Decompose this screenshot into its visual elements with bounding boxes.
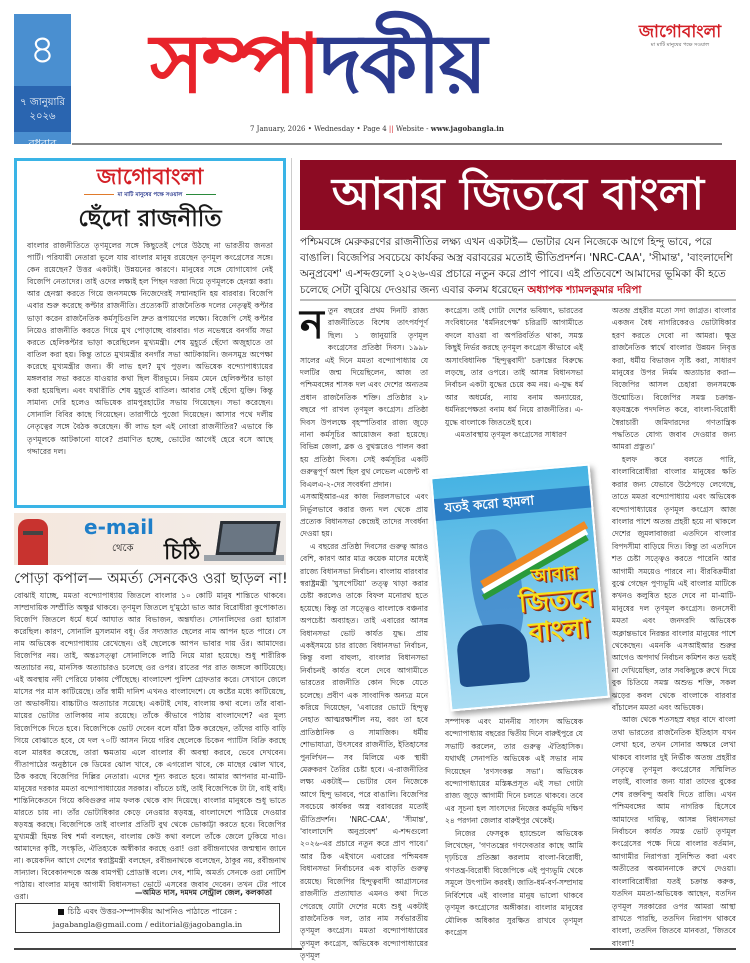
campaign-poster-image [430,463,610,711]
article-column-2-bottom [445,716,583,948]
article-paragraph: নিজের ফেসবুক হ্যান্ডেলে অভিষেক লিখেছেন, 'গণতন্ত্রের গণদেবতার কাছে আমি দৃঢ়চিত্তে প্রতিজ্ঞা করলাম বাংলা-বিরোধী, গণতন্ত্র-বিরোধী বিজেপিকে এই পুণ্যভূমি থেকে সমূলে উৎপাটন করবই। জাতি-ধর্ম-বর্ণ-সম্প্রদায় নির্বিশেষে এই বাংলার মানুষ ভালো থাকবে তৃণমূল কংগ্রেসের অঙ্গীকার। বাংলার মানুষের মৌলিক অধিকার সুরক্ষিত রাখবে তৃণমূল কংগ্রেস [445,828,583,937]
brand-logo-top [630,22,730,50]
tagline-rule-left [84,194,114,195]
article-paragraph: এ বছরের প্রতিষ্ঠা দিবসের গুরুত্ব আরও বেশি, কারণ আর মাত্র কয়েক মাসের মধ্যেই রাজ্যে বিধানসভা নির্বাচন। বাংলায় বারংবার স্বরাষ্ট্রমন্ত্রী 'ঘুসপেটিয়া' তত্ত্ব খাড়া করার চেষ্টা করলেও তাকে বিফল মনোরথ হতে হয়েছে। কিন্তু তা সত্ত্বেও বাংলাকে বঞ্চনার অপচেষ্টা অব্যাহত। তাই এবারের আসন্ন বিধানসভা ভোট কার্যত যুদ্ধ। প্রায় একইসময়ে চার রাজ্যে বিধানসভা নির্বাচন, কিন্তু বলা বাহুল্য, বাংলার বিধানসভা নির্বাচনই কার্যত বলে দেবে আগামীতে ভারতের রাজনীতি কোন দিকে যেতে চলেছে। প্রবীণ এক সাংবাদিক অন্যত্র মনে করিয়ে দিয়েছেন, 'এবারের ভোটে হিন্দুত্ব নেহাত আত্মরক্ষাশীল নয়, বরং তা হবে প্রাতিষ্ঠানিক ও সামাজিক। ধর্মীয় শোভাযাত্রা, উৎসবের রাজনীতি, ইতিহাসের পুনর্লিখন— সব মিলিয়ে এক স্থায়ী মেরুকরণ তৈরির চেষ্টা হবে। এ-রাজনীতির লক্ষ্য একটাই— ভোটার যেন নিজেকে আগে হিন্দু ভাববে, পরে বাঙালি। বিজেপির সবচেয়ে কার্যকর অস্ত্র বরাবরের মতোই ভীতিপ্রদর্শন। 'NRC-CAA', 'সীমান্ত', 'বাংলাদেশি অনুপ্রবেশ' এ-শব্দগুলো ২০২৬-এর প্রচারে নতুন করে প্রাণ পাবে।' আর ঠিক এইখানে এবারের পশ্চিমবঙ্গ বিধানসভা নির্বাচনের এক বাড়তি গুরুত্ব রয়েছে। বিজেপির হিন্দুত্ববাদী আগ্রাসনের রাজনীতি প্রত্যাঘাত এমনও কথা দিতে পেরেছে যোটা দেশের মধ্যে শুধু একটাই রাজনৈতিক দল, তার নাম সর্বভারতীয় তৃণমূল কংগ্রেস। মমতা বন্দ্যোপাধ্যায়ের তৃণমূল কংগ্রেস, অভিষেক বন্দ্যোপাধ্যায়ের তৃণমূল [300,541,429,961]
article-column-3 [612,305,736,948]
main-headline: আবার জিতবে বাংলা [300,160,736,230]
issue-date: ৭ জানুয়ারি ২০২৬ [14,86,71,132]
tagline-text: মা মাটি মানুষের পক্ষে সওয়াল [117,192,183,198]
contact-emails[interactable]: jagabangla@gmail.com / editorial@jagobangla.in [52,920,243,929]
pipe-separator: || [388,125,394,133]
dateline-website-link[interactable]: www.jagobangla.in [430,124,504,133]
article-paragraph: এসআইআর-এর কাজ নিরলসভাবে এবং নির্ভুলভাবে করার জন্য দল থেকে প্রায় প্রত্যেক বিধানসভা কেন্দ্রেই তাদের সংবর্ধনা দেওয়া হয়। [300,492,429,539]
section-title-part1: সম্পা [150,17,319,112]
poster-slogan [508,560,605,650]
short-editorial-body: বাংলার রাজনীতিতে তৃণমূলের সঙ্গে কিছুতেই পেরে উঠছে না ভারতীয় জনতা পার্টি। পরিযায়ী নেতারা ভুলে যায় বাংলার মানুষ রয়েছেন তৃণমূল কংগ্রেসের সঙ্গে। কেন রয়েছেন? উত্তর একটাই। উন্নয়নের কারণে। মানুষের সঙ্গে যোগাযোগ নেই বিজেপি নেতাদের। তাই ওদের লক্ষ্যই হল পিছন দরজা দিয়ে তৃণমূলকে হেনস্তা করা। আর হেনস্তা করতে গিয়ে জনসমক্ষে নিজেদেরই সম্মানহানি হয় বারবার। বিজেপি এবার শুরু করেছে কপ্টার রাজনীতি। প্রত্যেকটি রাজনৈতিক দলের নেতৃত্বই কপ্টার ভাড়া করেন রাজনৈতিক কর্মসূচিগুলি দ্রুত রূপায়ণের লক্ষ্যে। বিজেপি সেই কপ্টার নিয়েও রাজনীতি করতে গিয়ে মুখ পোড়াচ্ছে বারবার। গত নভেম্বরে বনগাঁয় সভা করতে হেলিকপ্টার ভাড়া করেছিলেন মুখ্যমন্ত্রী। শেষ মুহূর্তে ছেঁদো অজুহাতে তা বাতিল করা হয়। কিন্তু তাতে মুখ্যমন্ত্রীর বনগাঁর সভা আটকায়নি। জনসমুদ্র অপেক্ষা করেছে মুখ্যমন্ত্রীর জন্য। কী লাভ হল? মুখ পুড়ল। অভিষেক বন্দ্যোপাধ্যায়ের মঙ্গলবার সভা করতে যাওয়ার কথা ছিল বীরভূমে। নিয়ম মেনে হেলিকপ্টার ভাড়া করা হয়েছিল। এবং যথারীতি শেষ মুহূর্তে বাতিল। আবার সেই ছেঁদো যুক্তি। কিন্তু সামান্য দেরি হলেও অভিষেক রামপুরহাটের সভায় গিয়েছেন। সভা করেছেন। সোনালি বিবির কাছে গিয়েছেন। তারাপীঠে পুজো দিয়েছেন। আসার পথে দলীয় নেতৃত্বের সঙ্গে বৈঠক করেছেন। কী লাভ হল এই নোংরা রাজনীতির? এভাবে কি তৃণমূলকে আটকানো যাবে? প্রমাণিত হচ্ছে, ভোটের আগেই হেরে বসে আছে গদ্দারের দল। [27,241,273,456]
postbox-icon [18,519,48,565]
article-paragraph: সম্পাদক এবং মাননীয় সাংসদ অভিষেক বন্দ্যোপাধ্যায় বছরের দ্বিতীয় দিনে বারুইপুরে যে সভাটি করলেন, তার গুরুত্ব ঐতিহাসিক। যথার্থই সেনাপতি অভিষেক এই সভার নাম দিয়েছেন 'রণসংকল্প সভা'। অভিষেক বন্দ্যোপাধ্যায়ের মস্তিষ্কপ্রসূত এই সভা গোটা রাজ্য জুড়ে আগামী দিনে চলতে থাকবে। তবে এর সূচনা হল সাংসদের নিজের কর্মভূমি দক্ষিণ ২৪ পরগনা জেলার বারুইপুর থেকেই। [445,717,583,826]
banner-theke-text: থেকে [112,543,134,554]
issue-day: বুধবার [28,137,57,150]
article-paragraph: এমতাবস্থায় তৃণমূল কংগ্রেসের সাধারণ [455,430,567,440]
dateline [250,124,504,133]
page-number-box [14,14,71,150]
intro-rule [300,299,736,301]
article-column-2 [445,305,583,454]
letter-body: বোঝাই যাচ্ছে, মমতা বন্দ্যোপাধ্যায় জিতলে বাংলার ১০ কোটি মানুষ শান্তিতে থাকবে। সাম্প্রদায়িক সম্প্রীতি অক্ষুণ্ণ থাকবে। তৃণমূল জিতলে দু'মুঠো ভাত আর বিরোধীরা কুপোকাত। বিজেপি জিতলে ধর্মে ধর্মে আঘাত আর বিভাজন, অন্তর্ঘাত। সোনালিদের ওরা হ্যারাস করেছিল। কারণ, সোনালি মুসলমান বধূ। ওঁর সদ্যজাত ছেলের নাম আপন হতে পারে। সে নাম অভিষেক বন্দ্যোপাধ্যায় রেখেছেন। ওই ছেলেকে আপন ভাবার দায় ওঁর। আমাদের। বিজেপির নয়। তাই, অন্তঃসত্ত্বা সোনালিকে লাঠি নিয়ে মারা হয়েছে। শুধু শারীরিক অত্যাচার নয়, মানসিক অত্যাচারও চলেছে ওর ওপর। রাতের পর রাত জঙ্গলে কাটিয়েছে। এই অবস্থায় নদী পেরিয়ে ঢাকায় পৌঁছেছে। বাংলাদেশ পুলিশ গ্রেফতার করে। সেখানে জেলে মাসের পর মাস কাটিয়েছে। তাঁর স্বামী দানিশ এখনও বাংলাদেশে। যে কষ্টের মধ্যে কাটিয়েছে, তা অভাবনীয়। বাচ্চাটাও অত্যাচার সয়েছে। একটাই দোষ, বাংলায় কথা বলে। তাঁর বাবা-মায়ের ভোটার তালিকায় নাম রয়েছে। তাঁকে কীভাবে পাঠায় বাংলাদেশে? এর মূল্য বিজেপিকে দিতে হবে। বিজেপিকে ভোট দেবেন বলে যাঁরা ঠিক করেছেন, তাঁদের বাড়ি বাড়ি গিয়ে বোঝাতে হবে, যে দল ৭০টি আসন নিয়ে গরিব ছেলেকে চিকেন প্যাটিস বিক্রি করছে বলে মারধর করেছে, তারা ক্ষমতায় এলে বাংলার কী অবস্থা করবে, ভেবে দেখবেন। গীতাপাঠের অনুষ্ঠানে কে ডিমের ঝোল খাবে, কে এগরোল খাবে, কে মাছের ঝোল খাবে, ঠিক করছে বিজেপির দিল্লির নেতারা। এদের শূন্য করতে হবে। আমার আপনার মা-মাটি-মানুষের দরকার মমতা বন্দ্যোপাধ্যায়ের সরকার। বাঁচতে চাই, তাই বিজেপিকে টা টা, বাই বাই। শান্তিনিকেতনে গিয়ে কবিগুরুর নাম ফলক থেকে বাদ দিয়েছে। বাংলার মানুষকে শুধু ভাতে মারতে চায় না। তাঁর ভোটাধিকার কেড়ে নেওয়ার ষড়যন্ত্র, বাংলাদেশে পাঠিয়ে দেওয়ার ষড়যন্ত্র করছে। বিজেপিকে তাই বাংলার প্রতিটি বুথ থেকে ভোকাট্টা করতে হবে। বিজেপির মুখ্যমন্ত্রী হিমন্ত বিশ্ব শর্মা বলছেন, বাংলায় কেউ কথা বললে তাঁকে জেলে ঢুকিয়ে দাও। আমাদের কৃষ্টি, সংস্কৃতি, ঐতিহ্যকে অস্বীকার করছে ওরা! ওরা রবীন্দ্রনাথের জন্মস্থান জানে না। কয়েকদিন আগে দেশের স্বরাষ্ট্রমন্ত্রী বলছেন, রবীন্দ্রনাথকে বলেছেন, ঠাকুর নয়, রবীন্দ্রনাথ সান্যাল। বিবেকানন্দকে অজ্ঞ বামপন্থী প্রোডাক্ট বলে। দেব, শামি, অমর্ত্য সেনকে ওরা নোটিশ পাঠায়। বাংলার মানুষ আগামী বিধানসভা ভোটে এসবের জবাব দেবেন। তখন টের পাবে ওরা। [14,591,286,902]
brand-logo-text: জাগোবাংলা [638,22,722,42]
square-bullet-icon [58,909,64,915]
poster-line-3: বাংলা [527,613,591,649]
contact-box [15,903,280,933]
bullet-separator: • [307,125,312,133]
short-editorial-box [14,158,286,508]
letter-headline: পোড়া কপাল— অমর্ত্য সেনকেও ওরা ছাড়ল না! [14,571,288,587]
banner-chithi-text: চিঠি [164,540,201,565]
bottom-rule [14,948,302,950]
tagline-rule-right [186,194,216,195]
article-paragraph: হলফ করে বলতে পারি, বাংলাবিরোধীরা বাংলার মানুষের ক্ষতি করার জন্য যেভাবে উঠেপড়ে লেগেছে, তাতে মমতা বন্দ্যোপাধ্যায় এবং অভিষেক বন্দ্যোপাধ্যায়ের তৃণমূল কংগ্রেস আজ বাংলার পাশে অতন্দ্র প্রহরী হয়ে না থাকলে দেশের জুমলাবাজরা এতদিনে বাংলার বিপদসীমা বাড়িয়ে দিত। কিন্তু তা এতদিনে শত চেষ্টা সত্ত্বেও করতে পারেনি আর আগামী সময়েও পারবে না। বীরবিক্রমীরা বুঝে গেছেন পুণ্যভূমি এই বাংলার মাটিকে কখনও কলুষিত হতে দেবে না মা-মাটি-মানুষের দল তৃণমূল কংগ্রেস। জনসেবী মমতা এবং জনদরদি অভিষেক অক্লান্তভাবে নিরন্তর বাংলার মানুষের পাশে থেকেছেন। এমনকি এসআইআর শুরুর আগেও অপদার্থ নির্বাচন কমিশন কত ভয়ই না দেখিয়েছিল, তার সবকিছুকে রুখে দিয়ে বুক চিতিয়ে সমস্ত অশুভ শক্তি, সকল ঝড়ের কবল থেকে বাংলাকে বারবার বাঁচালেন মমতা এবং অভিষেক। [611,454,736,712]
brand-tagline: মা মাটি মানুষের পক্ষে সওয়াল [650,42,710,48]
intro-text: পশ্চিমবঙ্গে মেরুকরণের রাজনীতির লক্ষ্য এখন একটাই— ভোটার যেন নিজেকে আগে হিন্দু ভাবে, পরে বাঙালি। বিজেপির সবচেয়ে কার্যকর অস্ত্র বরাবরের মতোই ভীতিপ্রদর্শন। 'NRC-CAA', 'সীমান্ত', 'বাংলাদেশি অনুপ্রবেশ' এ-শব্দগুলো ২০২৬-এর প্রচারে নতুন করে প্রাণ পাবে। এই প্রতিবেশে আমাদের ভূমিকা কী হতে চলেছে সেটা বুঝিয়ে দেওয়ার জন্য এবার কলম ধরেছেন [300,236,733,296]
dateline-website-label: Website - [395,125,429,133]
section-title [150,10,485,120]
contact-line: চিঠি এবং উত্তর-সম্পাদকীয় আপনিও পাঠাতে পারেন : [67,907,238,916]
article-paragraph: কংগ্রেস। তাই গোটা দেশের ভবিষ্যৎ, ভারতের সংবিধানের 'ধর্মনিরপেক্ষ' চরিত্রটি আগামীতে বদলে যাওয়া বা অপরিবর্তিত থাকা, সমস্ত কিছুই নির্ভর করছে তৃণমূল কংগ্রেস কীভাবে এই অসাংবিধানিক 'হিন্দুত্ববাদী' চক্রান্তের বিরুদ্ধে লড়ছে, তার ওপরে। তাই আসন্ন বিধানসভা নির্বাচন একটা যুদ্ধের চেয়ে কম নয়। এ-যুদ্ধ ধর্ম আর অধর্মের, ন্যায় বনাম অন্যায়ের, ধর্মনিরপেক্ষতা বনাম ধর্ম নিয়ে রাজনীতির। এ-যুদ্ধে বাংলাকে জিততেই হবে। [445,306,583,427]
bottom-rule [590,948,736,950]
article-paragraph: আজ থেকে শতসহস্র বছর বাদে বাংলা তথা ভারতের রাজনৈতিক ইতিহাস যখন লেখা হবে, তখন সোনার অক্ষরে লেখা থাকবে বাংলার দুই নির্ভীক অতন্দ্র প্রহরীর নেতৃত্বে তৃণমূল কংগ্রেসের সম্মিলিত লড়াই, বাংলার জন্য যারা তাদের বুকের শেষ রক্তবিন্দু অবধি দিতে রাজি। এখন পশ্চিমবঙ্গের আম নাগরিক হিসেবে আমাদের দায়িত্ব, আসন্ন বিধানসভা নির্বাচনে কার্যত সমস্ত ভোট তৃণমূল কংগ্রেসের পক্ষে দিয়ে বাংলার বর্তমান, আগামীর নিরাপত্তা সুনিশ্চিত করা এবং অতীতের অবমাননাকে রুখে দেওয়া। বাংলাবিরোধীরা যতই চক্রান্ত করুক, যতদিন মমতা-অভিষেক আছেন, যতদিন তৃণমূল সরকারের ওপর আমরা আস্থা রাখতে পারছি, ততদিন নিরাপদ থাকবে বাংলা, ততদিন জিতবে মানবতা, 'জিতবে বাংলা'! [611,715,736,948]
letters-banner [14,513,286,565]
poster-top-text: যতই করো হামলা [434,486,591,522]
article-paragraph [300,302,429,491]
short-editorial-title: ছেঁদো রাজনীতি [78,206,222,232]
dateline-day: Wednesday [314,125,355,133]
page-number: ৪ [29,27,56,73]
brand-tagline [27,192,273,200]
poster-line-2: জিতবে [517,582,596,620]
letter-signature: —অমিত দাস, দমদম সেন্ট্রাল জেল, কলকাতা [134,888,272,897]
dateline-page: Page 4 [362,125,387,133]
article-paragraph: অতন্দ্র প্রহরীর মতো সদা জাগ্রত। বাংলার একজন বৈধ নাগরিকেরও ভোটাধিকার হরণ করতে দেবো না আমরা। ক্ষুদ্র রাজনৈতিক স্বার্থে বাংলার উন্নয়ন নিবৃত্ত করা, ধর্মীয় বিভাজন সৃষ্টি করা, সাধারণ মানুষের উপর নির্মম অত্যাচার করা— বিজেপির আসল চেহারা জনসমক্ষে উন্মোচিত। বিজেপির সমস্ত চক্রান্ত-ষড়যন্ত্রকে পদদলিত করে, বাংলা-বিরোধী স্বৈরাচারী জমিদারদের গণতান্ত্রিক পদ্ধতিতে যোগ্য জবাব দেওয়ার জন্য আমরা প্রস্তুত।' [611,306,736,452]
laptop-base-icon [204,555,284,561]
dropcap: ন [300,302,324,348]
banner-email-text: e-mail [84,515,154,539]
main-intro [300,234,736,298]
author-name: অধ্যাপক শ্যামলকুমার দরিপা [527,284,642,296]
masthead-rule [72,143,722,145]
poster-line-1: আবার [530,562,578,587]
article-column-1 [300,302,429,961]
brand-logo-text: জাগোবাংলা [96,165,204,190]
dateline-date: 7 January, 2026 [250,125,306,133]
bullet-separator: • [356,125,361,133]
column-divider [291,158,292,948]
article-text: তুন বছরের প্রথম দিনটি রাজ্য রাজনীতিতে বিশেষ তাৎপর্যপূর্ণ ছিল। ১ জানুয়ারি তৃণমূল কংগ্রেসের প্রতিষ্ঠা দিবস। ১৯৯৮ সালের এই দিনে মমতা বন্দ্যোপাধ্যায় যে দলটির জন্ম দিয়েছিলেন, আজ তা পশ্চিমবঙ্গের শাসক দল এবং দেশের অন্যতম প্রধান রাজনৈতিক শক্তি। প্রতিষ্ঠার ২৮ বছরে পা রাখল তৃণমূল কংগ্রেস। প্রতিষ্ঠা দিবস উপলক্ষে বৃহস্পতিবার রাজ্য জুড়ে নানা কর্মসূচির আয়োজন করা হয়েছে। বিভিন্ন জেলা, ব্লক ও বুথস্তরেও পালন করা হয় প্রতিষ্ঠা দিবস। সেই কর্মসূচির একটি গুরুত্বপূর্ণ অংশ ছিল বুথ লেভেল এজেন্ট বা বিএলএ-২-দের সংবর্ধনা প্রদান। [300,306,429,489]
section-title-part2: দকীয় [318,17,486,112]
laptop-icon [216,521,281,555]
